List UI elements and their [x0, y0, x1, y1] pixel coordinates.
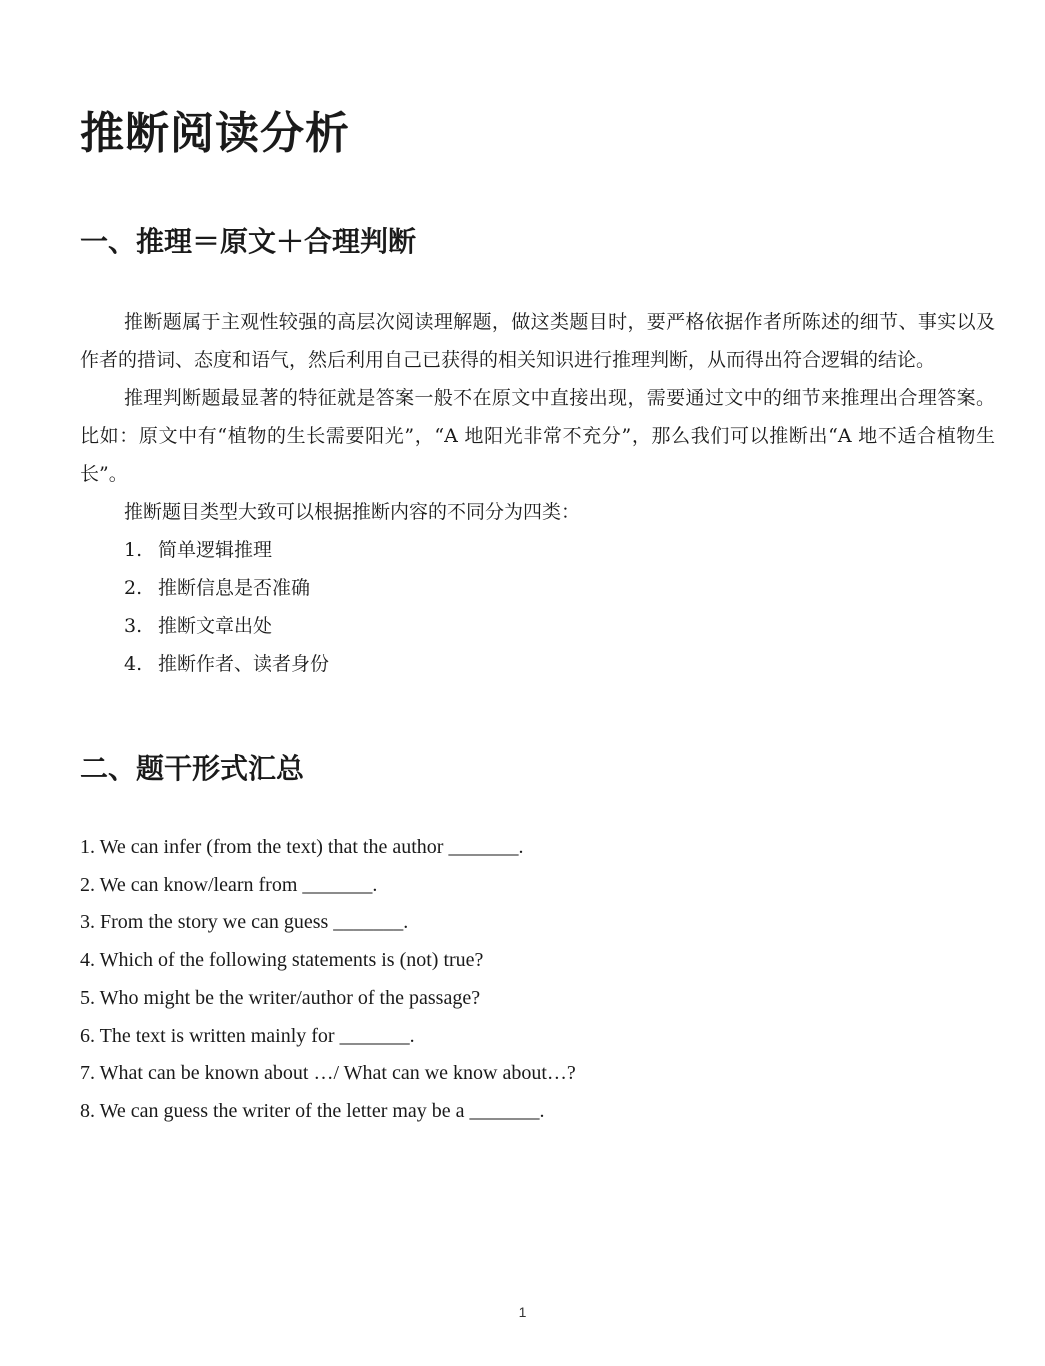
list-item: 6. The text is written mainly for _______.: [80, 1024, 415, 1047]
list-item: 2. We can know/learn from _______.: [80, 873, 378, 896]
list-item: [124, 645, 995, 683]
list-text: 推断文章出处: [158, 615, 273, 637]
list-item: 1. We can infer (from the text) that the author _______.: [80, 836, 524, 858]
list-number: 1.: [124, 539, 143, 561]
list-item: 8. We can guess the writer of the letter may be a _______.: [80, 1099, 545, 1122]
document-title: 推断阅读分析: [80, 108, 350, 159]
list-number: 2.: [124, 577, 143, 599]
paragraph-types-lead: 推断题目类型大致可以根据推断内容的不同分为四类：: [124, 501, 581, 523]
section-heading-question-stems: 二、题干形式汇总: [80, 752, 305, 785]
list-item: 3. From the story we can guess _______.: [80, 911, 409, 934]
list-item: 4. Which of the following statements is (not) true?: [80, 949, 484, 972]
inference-type-list: [80, 531, 995, 683]
list-text: 简单逻辑推理: [158, 539, 273, 561]
list-text: 推断作者、读者身份: [158, 653, 330, 675]
list-number: 3.: [124, 615, 143, 637]
list-number: 4.: [124, 653, 143, 675]
page-number: 1: [518, 1304, 527, 1320]
section-reasoning-body: [80, 303, 995, 683]
section-heading-reasoning: 一、推理＝原文＋合理判断: [80, 225, 417, 258]
list-item: [124, 607, 995, 645]
list-item: [124, 531, 995, 569]
list-item: [124, 569, 995, 607]
paragraph-feature: 推理判断题最显著的特征就是答案一般不在原文中直接出现，需要通过文中的细节来推理出合理答案。比如：原文中有“植物的生长需要阳光”，“A 地阳光非常不充分”，那么我们可以推断出“A 地不适合植物生长”。: [80, 387, 995, 485]
list-item: 5. Who might be the writer/author of the passage?: [80, 986, 481, 1009]
list-text: 推断信息是否准确: [158, 577, 311, 599]
question-stem-list: [80, 829, 995, 1131]
list-item: 7. What can be known about …/ What can we know about…?: [80, 1062, 576, 1085]
paragraph-intro: 推断题属于主观性较强的高层次阅读理解题，做这类题目时，要严格依据作者所陈述的细节、事实以及作者的措词、态度和语气，然后利用自己已获得的相关知识进行推理判断，从而得出符合逻辑的结论。: [80, 311, 995, 371]
